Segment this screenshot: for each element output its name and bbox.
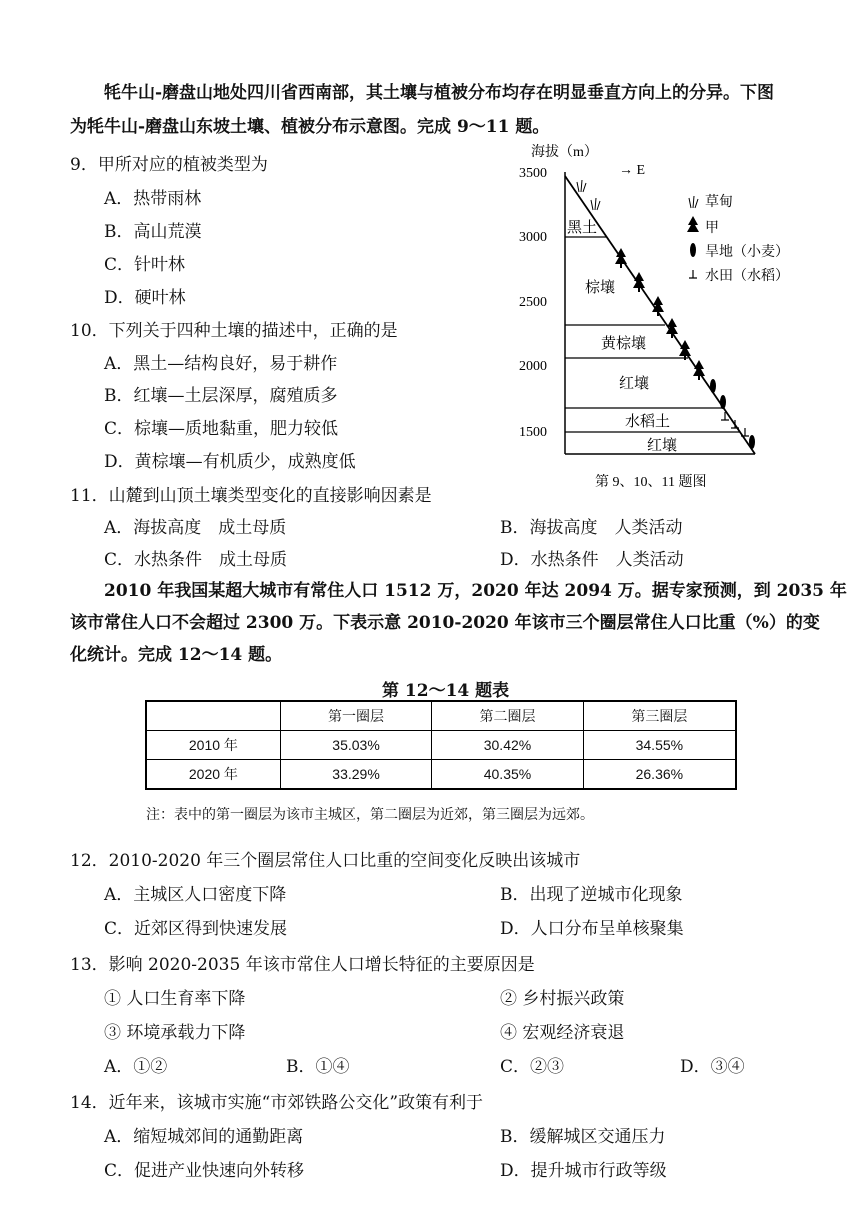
q13-statement-4: ④ 宏观经济衰退 bbox=[500, 1023, 625, 1043]
q12-option-b[interactable]: B．出现了逆城市化现象 bbox=[500, 885, 683, 905]
q11-stem: 11．山麓到山顶土壤类型变化的直接影响因素是 bbox=[70, 486, 432, 506]
q10-stem: 10．下列关于四种土壤的描述中，正确的是 bbox=[70, 321, 398, 341]
legend bbox=[687, 194, 789, 284]
diagram-ylabel: 海拔（m） bbox=[531, 145, 598, 160]
wheat-icon bbox=[710, 379, 726, 409]
q12-option-c[interactable]: C．近郊区得到快速发展 bbox=[104, 919, 288, 939]
intro-line-2: 为牦牛山-磨盘山东坡土壤、植被分布示意图。完成 9～11 题。 bbox=[70, 117, 550, 137]
slope-line bbox=[565, 176, 755, 454]
table-header-row bbox=[146, 701, 736, 731]
soil-label-paddy: 水稻土 bbox=[625, 414, 671, 430]
table-header: 第三圈层 bbox=[583, 701, 736, 731]
legend-dryland: 旱地（小麦） bbox=[705, 245, 789, 260]
q13-statement-1: ① 人口生育率下降 bbox=[104, 989, 246, 1009]
table-cell: 34.55% bbox=[583, 731, 736, 760]
q13-statement-3: ③ 环境承载力下降 bbox=[104, 1023, 246, 1043]
soil-label-red-upper: 红壤 bbox=[619, 376, 650, 392]
soil-label-yellow-brown: 黄棕壤 bbox=[601, 336, 647, 352]
meadow-icon bbox=[689, 196, 698, 208]
q12-option-d[interactable]: D．人口分布呈单核聚集 bbox=[500, 919, 684, 939]
paddy-icon bbox=[689, 270, 697, 278]
table-caption: 第 12～14 题表 bbox=[382, 681, 510, 701]
q13-stem: 13．影响 2020-2035 年该市常住人口增长特征的主要原因是 bbox=[70, 955, 535, 975]
table-cell: 30.42% bbox=[432, 731, 583, 760]
tick-label: 3000 bbox=[519, 230, 547, 245]
conifer-icon bbox=[687, 216, 699, 232]
q12-stem: 12．2010-2020 年三个圈层常住人口比重的空间变化反映出该城市 bbox=[70, 851, 581, 871]
wheat-icon bbox=[749, 435, 755, 449]
q10-option-c[interactable]: C．棕壤—质地黏重，肥力较低 bbox=[104, 419, 339, 439]
q13-option-b[interactable]: B．①④ bbox=[286, 1057, 350, 1077]
q11-option-d[interactable]: D．水热条件 人类活动 bbox=[500, 550, 684, 570]
table-cell: 33.29% bbox=[280, 759, 431, 789]
q14-option-d[interactable]: D．提升城市行政等级 bbox=[500, 1161, 667, 1181]
intro2-line-3: 化统计。完成 12～14 题。 bbox=[70, 645, 283, 665]
intro-line-1: 牦牛山-磨盘山地处四川省西南部，其土壤与植被分布均存在明显垂直方向上的分异。下图 bbox=[104, 83, 775, 103]
table-header bbox=[146, 701, 280, 731]
table-cell: 2020 年 bbox=[146, 759, 280, 789]
q11-option-b[interactable]: B．海拔高度 人类活动 bbox=[500, 518, 683, 538]
table-cell: 26.36% bbox=[583, 759, 736, 789]
legend-jia: 甲 bbox=[705, 221, 719, 236]
table-cell: 2010 年 bbox=[146, 731, 280, 760]
soil-label-black: 黑土 bbox=[567, 220, 598, 236]
q11-option-a[interactable]: A．海拔高度 成土母质 bbox=[104, 518, 287, 538]
legend-meadow: 草甸 bbox=[705, 195, 733, 210]
q13-statement-2: ② 乡村振兴政策 bbox=[500, 989, 625, 1009]
table-note: 注：表中的第一圈层为该市主城区，第二圈层为近郊，第三圈层为远郊。 bbox=[146, 807, 594, 823]
figure-caption: 第 9、10、11 题图 bbox=[595, 475, 707, 490]
diagram-direction: → E bbox=[619, 163, 646, 178]
tick-label: 1500 bbox=[519, 425, 547, 440]
q13-option-a[interactable]: A．①② bbox=[104, 1057, 168, 1077]
q9-stem: 9．甲所对应的植被类型为 bbox=[70, 155, 268, 175]
q14-option-c[interactable]: C．促进产业快速向外转移 bbox=[104, 1161, 305, 1181]
q12-option-a[interactable]: A．主城区人口密度下降 bbox=[104, 885, 287, 905]
wheat-icon bbox=[690, 243, 696, 257]
tick-label: 2000 bbox=[519, 359, 547, 374]
q9-option-a[interactable]: A．热带雨林 bbox=[104, 189, 202, 209]
soil-label-brown: 棕壤 bbox=[585, 280, 616, 296]
q14-option-a[interactable]: A．缩短城郊间的通勤距离 bbox=[104, 1127, 304, 1147]
table-header: 第一圈层 bbox=[280, 701, 431, 731]
q9-option-d[interactable]: D．硬叶林 bbox=[104, 288, 186, 308]
q11-option-c[interactable]: C．水热条件 成土母质 bbox=[104, 550, 288, 570]
tick-label: 2500 bbox=[519, 295, 547, 310]
soil-label-red-lower: 红壤 bbox=[647, 438, 678, 454]
q9-option-b[interactable]: B．高山荒漠 bbox=[104, 222, 202, 242]
table-cell: 40.35% bbox=[432, 759, 583, 789]
q9-option-c[interactable]: C．针叶林 bbox=[104, 255, 186, 275]
meadow-icon bbox=[577, 180, 600, 210]
q10-option-d[interactable]: D．黄棕壤—有机质少，成熟度低 bbox=[104, 452, 356, 472]
population-table bbox=[145, 700, 737, 790]
intro2-line-2: 该市常住人口不会超过 2300 万。下表示意 2010-2020 年该市三个圈层常住人口比重（%）的变 bbox=[70, 613, 820, 633]
q13-option-d[interactable]: D．③④ bbox=[680, 1057, 745, 1077]
soil-vegetation-diagram bbox=[515, 140, 815, 495]
q14-option-b[interactable]: B．缓解城区交通压力 bbox=[500, 1127, 666, 1147]
q10-option-a[interactable]: A．黑土—结构良好，易于耕作 bbox=[104, 354, 338, 374]
q14-stem: 14．近年来，该城市实施“市郊铁路公交化”政策有利于 bbox=[70, 1093, 484, 1113]
legend-paddy: 水田（水稻） bbox=[705, 269, 789, 284]
table-cell: 35.03% bbox=[280, 731, 431, 760]
q13-option-c[interactable]: C．②③ bbox=[500, 1057, 565, 1077]
intro2-line-1: 2010 年我国某超大城市有常住人口 1512 万，2020 年达 2094 万。据专家预测，到 2035 年 bbox=[104, 581, 847, 601]
q10-option-b[interactable]: B．红壤—土层深厚，腐殖质多 bbox=[104, 386, 338, 406]
table-header: 第二圈层 bbox=[432, 701, 583, 731]
table-row bbox=[146, 759, 736, 789]
tick-label: 3500 bbox=[519, 166, 547, 181]
table-row bbox=[146, 731, 736, 760]
